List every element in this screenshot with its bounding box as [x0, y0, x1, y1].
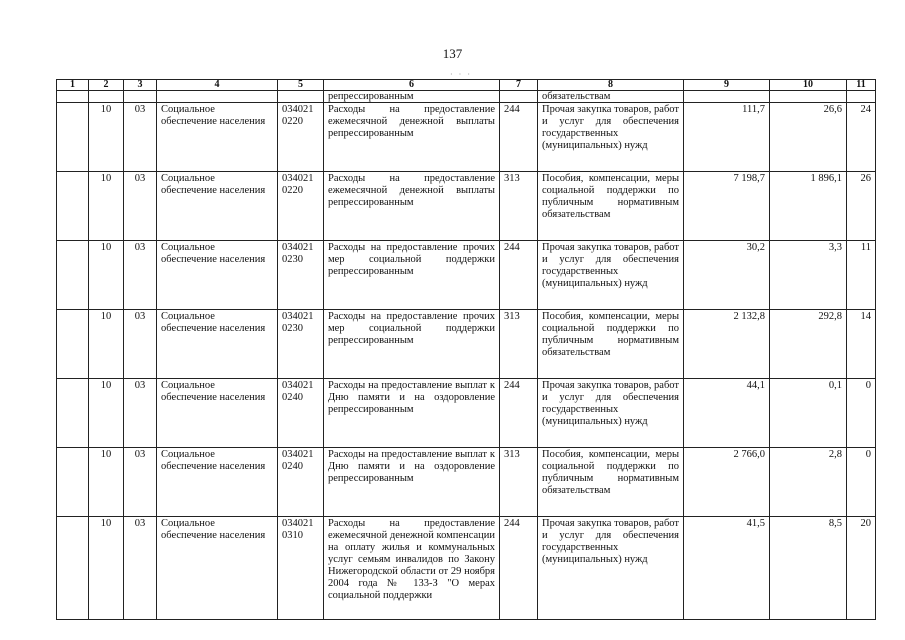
- table-row: [57, 379, 876, 448]
- cell-col1: [57, 517, 89, 620]
- cell-col9: 2 132,8: [684, 310, 770, 379]
- cell-col3: 03: [124, 379, 157, 448]
- cell-col2: 10: [89, 379, 124, 448]
- cell-col11: 14: [847, 310, 876, 379]
- cell-col3: 03: [124, 103, 157, 172]
- cell-col8: Прочая закупка товаров, работ и услуг для обеспечения государственных (муниципальных) нужд: [538, 379, 684, 448]
- cell-col4: Социальное обеспечение населения: [157, 448, 278, 517]
- scan-artifact: · · ·: [450, 70, 472, 79]
- cell-col9: 41,5: [684, 517, 770, 620]
- cell-col8: Пособия, компенсации, меры социальной поддержки по публичным нормативным обязательствам: [538, 172, 684, 241]
- cell-col3: 03: [124, 241, 157, 310]
- cell-col5: 034021 0310: [278, 517, 324, 620]
- header-col-1: 1: [57, 80, 89, 91]
- cell-col5: 034021 0230: [278, 310, 324, 379]
- header-col-5: 5: [278, 80, 324, 91]
- header-col-6: 6: [324, 80, 500, 91]
- cell-col3: 03: [124, 310, 157, 379]
- cell-col2: 10: [89, 310, 124, 379]
- cell-col10: 8,5: [770, 517, 847, 620]
- header-col-11: 11: [847, 80, 876, 91]
- header-row: [57, 80, 876, 91]
- cell-col2: 10: [89, 241, 124, 310]
- cell-col1: [57, 241, 89, 310]
- cell-col7: 244: [500, 517, 538, 620]
- cell-col1: [57, 310, 89, 379]
- cell-col10: 2,8: [770, 448, 847, 517]
- cell-col11: 0: [847, 448, 876, 517]
- cell-col1: [57, 379, 89, 448]
- cell-col3: 03: [124, 172, 157, 241]
- cell-col9: 7 198,7: [684, 172, 770, 241]
- header-col-2: 2: [89, 80, 124, 91]
- budget-table: [56, 79, 876, 620]
- header-col-8: 8: [538, 80, 684, 91]
- cell-col9: 44,1: [684, 379, 770, 448]
- header-col-4: 4: [157, 80, 278, 91]
- cell-col4: Социальное обеспечение населения: [157, 517, 278, 620]
- cell-col6: Расходы на предоставление выплат к Дню памяти и на оздоровление репрессированным: [324, 448, 500, 517]
- header-col-7: 7: [500, 80, 538, 91]
- cell-col5: 034021 0220: [278, 172, 324, 241]
- cell-col8: Прочая закупка товаров, работ и услуг для обеспечения государственных (муниципальных) нужд: [538, 241, 684, 310]
- table-row: [57, 103, 876, 172]
- cell-col7: 244: [500, 241, 538, 310]
- cell-col5: 034021 0240: [278, 448, 324, 517]
- header-col-9: 9: [684, 80, 770, 91]
- cell-col6: Расходы на предоставление ежемесячной денежной выплаты репрессированным: [324, 103, 500, 172]
- page-number: 137: [442, 46, 463, 61]
- cell-col11: 20: [847, 517, 876, 620]
- cell-col2: 10: [89, 172, 124, 241]
- cell-col10: 292,8: [770, 310, 847, 379]
- header-col-3: 3: [124, 80, 157, 91]
- cell-col10: 26,6: [770, 103, 847, 172]
- cell-col2: 10: [89, 103, 124, 172]
- cell-col6: Расходы на предоставление ежемесячной денежной компенсации на оплату жилья и коммунальных услуг семьям инвалидов по Закону Нижегородской области от 29 ноября 2004 года № 133-З "О мерах социальной поддержки: [324, 517, 500, 620]
- cell-col9: 30,2: [684, 241, 770, 310]
- cell-col10: 3,3: [770, 241, 847, 310]
- cell-col11: 0: [847, 379, 876, 448]
- cell-col11: 24: [847, 103, 876, 172]
- cell-col1: [57, 172, 89, 241]
- cell-col9: 2 766,0: [684, 448, 770, 517]
- cell-col6: Расходы на предоставление прочих мер социальной поддержки репрессированным: [324, 241, 500, 310]
- table-row: [57, 172, 876, 241]
- cell-col4: Социальное обеспечение населения: [157, 310, 278, 379]
- cell-col5: 034021 0220: [278, 103, 324, 172]
- table-row: [57, 448, 876, 517]
- cell-col7: 313: [500, 172, 538, 241]
- cell-col6: Расходы на предоставление прочих мер социальной поддержки репрессированным: [324, 310, 500, 379]
- cell-col10: 1 896,1: [770, 172, 847, 241]
- table-row: [57, 310, 876, 379]
- cell-col1: [57, 103, 89, 172]
- table-row: [57, 517, 876, 620]
- cell-col8: обязательствам: [538, 91, 684, 103]
- cell-col1: [57, 448, 89, 517]
- cell-col6: репрессированным: [324, 91, 500, 103]
- cell-col10: 0,1: [770, 379, 847, 448]
- cell-col2: 10: [89, 448, 124, 517]
- table-row: [57, 241, 876, 310]
- header-col-10: 10: [770, 80, 847, 91]
- cell-col4: Социальное обеспечение населения: [157, 172, 278, 241]
- cell-col8: Прочая закупка товаров, работ и услуг для обеспечения государственных (муниципальных) нужд: [538, 517, 684, 620]
- cell-col5: 034021 0240: [278, 379, 324, 448]
- cell-col7: 244: [500, 103, 538, 172]
- cell-col7: 244: [500, 379, 538, 448]
- cell-col3: 03: [124, 517, 157, 620]
- cell-col4: Социальное обеспечение населения: [157, 241, 278, 310]
- cell-col7: 313: [500, 310, 538, 379]
- cell-col4: Социальное обеспечение населения: [157, 379, 278, 448]
- cell-col11: 26: [847, 172, 876, 241]
- cell-col6: Расходы на предоставление выплат к Дню памяти и на оздоровление репрессированным: [324, 379, 500, 448]
- cell-col5: 034021 0230: [278, 241, 324, 310]
- cell-col8: Пособия, компенсации, меры социальной поддержки по публичным нормативным обязательствам: [538, 448, 684, 517]
- cell-col6: Расходы на предоставление ежемесячной денежной выплаты репрессированным: [324, 172, 500, 241]
- continuation-row: [57, 91, 876, 103]
- cell-col7: 313: [500, 448, 538, 517]
- cell-col11: 11: [847, 241, 876, 310]
- cell-col9: 111,7: [684, 103, 770, 172]
- cell-col4: Социальное обеспечение населения: [157, 103, 278, 172]
- cell-col8: Пособия, компенсации, меры социальной поддержки по публичным нормативным обязательствам: [538, 310, 684, 379]
- cell-col8: Прочая закупка товаров, работ и услуг для обеспечения государственных (муниципальных) нужд: [538, 103, 684, 172]
- cell-col3: 03: [124, 448, 157, 517]
- cell-col2: 10: [89, 517, 124, 620]
